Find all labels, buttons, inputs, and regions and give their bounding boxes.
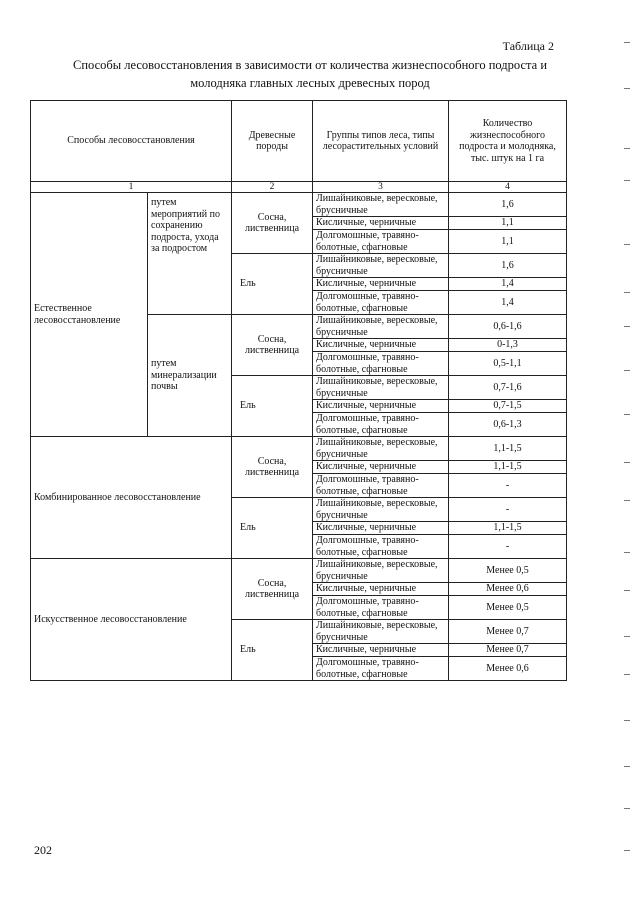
value-cell: 0,7-1,5 bbox=[449, 400, 567, 413]
scan-mark bbox=[624, 180, 630, 181]
header-forest: Группы типов леса, типы лесорастительных условий bbox=[313, 101, 449, 182]
species-spruce: Ель bbox=[232, 620, 313, 681]
value-cell: Менее 0,6 bbox=[449, 583, 567, 596]
value-cell: 1,1-1,5 bbox=[449, 461, 567, 474]
forest-type-lichen: Лишайниковые, вересковые, брусничные bbox=[313, 559, 449, 583]
forest-type-lichen: Лишайниковые, вересковые, брусничные bbox=[313, 254, 449, 278]
value-cell: 1,4 bbox=[449, 278, 567, 291]
scan-mark bbox=[624, 88, 630, 89]
method-combined: Комбинированное лесовосстановление bbox=[31, 437, 232, 559]
scan-mark bbox=[624, 326, 630, 327]
forest-type-oxalis: Кисличные, черничные bbox=[313, 339, 449, 352]
table-row bbox=[31, 559, 567, 583]
scan-mark bbox=[624, 808, 630, 809]
scan-mark bbox=[624, 500, 630, 501]
species-pine-larch: Сосна, лиственница bbox=[232, 559, 313, 620]
species-pine-larch: Сосна, лиственница bbox=[232, 437, 313, 498]
forest-type-oxalis: Кисличные, черничные bbox=[313, 461, 449, 474]
table-caption bbox=[38, 56, 582, 92]
value-cell: 0,6-1,6 bbox=[449, 315, 567, 339]
forest-type-lichen: Лишайниковые, вересковые, брусничные bbox=[313, 193, 449, 217]
value-cell: Менее 0,7 bbox=[449, 620, 567, 644]
value-cell: Менее 0,6 bbox=[449, 657, 567, 681]
species-spruce: Ель bbox=[232, 376, 313, 437]
scan-mark bbox=[624, 462, 630, 463]
forest-type-oxalis: Кисличные, черничные bbox=[313, 583, 449, 596]
table-label: Таблица 2 bbox=[502, 39, 554, 53]
submethod-mineralization: путем минерализации почвы bbox=[148, 315, 232, 437]
scan-mark bbox=[624, 766, 630, 767]
forest-type-oxalis: Кисличные, черничные bbox=[313, 278, 449, 291]
header-count: Количество жизнеспособного подроста и молодняка, тыс. штук на 1 га bbox=[449, 101, 567, 182]
forest-type-oxalis: Кисличные, черничные bbox=[313, 522, 449, 535]
forest-type-moss: Долгомошные, травяно-болотные, сфагновые bbox=[313, 657, 449, 681]
forest-type-lichen: Лишайниковые, вересковые, брусничные bbox=[313, 620, 449, 644]
scan-mark bbox=[624, 148, 630, 149]
method-natural: Естественное лесовосстановление bbox=[31, 193, 148, 437]
scan-mark bbox=[624, 674, 630, 675]
forest-type-moss: Долгомошные, травяно-болотные, сфагновые bbox=[313, 474, 449, 498]
scan-mark bbox=[624, 370, 630, 371]
forest-type-lichen: Лишайниковые, вересковые, брусничные bbox=[313, 498, 449, 522]
value-cell: 0-1,3 bbox=[449, 339, 567, 352]
scan-mark bbox=[624, 720, 630, 721]
value-cell: 1,1 bbox=[449, 217, 567, 230]
forest-type-moss: Долгомошные, травяно-болотные, сфагновые bbox=[313, 596, 449, 620]
value-cell: 0,5-1,1 bbox=[449, 352, 567, 376]
forest-type-oxalis: Кисличные, черничные bbox=[313, 400, 449, 413]
submethod-preservation: путем мероприятий по сохранению подроста, ухода за подростом bbox=[148, 193, 232, 315]
scan-mark bbox=[624, 590, 630, 591]
species-pine-larch: Сосна, лиственница bbox=[232, 315, 313, 376]
scan-mark bbox=[624, 414, 630, 415]
method-artificial: Искусственное лесовосстановление bbox=[31, 559, 232, 681]
value-cell: 1,1-1,5 bbox=[449, 437, 567, 461]
species-spruce: Ель bbox=[232, 254, 313, 315]
header-method: Способы лесовосстановления bbox=[31, 101, 232, 182]
forest-type-lichen: Лишайниковые, вересковые, брусничные bbox=[313, 437, 449, 461]
value-cell: Менее 0,7 bbox=[449, 644, 567, 657]
column-number: 4 bbox=[449, 182, 567, 193]
caption-line-1: Способы лесовосстановления в зависимости от количества жизнеспособного подроста и bbox=[72, 58, 548, 72]
table-header-row bbox=[31, 101, 567, 182]
forest-type-oxalis: Кисличные, черничные bbox=[313, 217, 449, 230]
value-cell: Менее 0,5 bbox=[449, 596, 567, 620]
page-number: 202 bbox=[34, 843, 52, 857]
scan-mark bbox=[624, 244, 630, 245]
value-cell: - bbox=[449, 535, 567, 559]
value-cell: 1,1-1,5 bbox=[449, 522, 567, 535]
value-cell: 1,6 bbox=[449, 254, 567, 278]
species-spruce: Ель bbox=[232, 498, 313, 559]
column-number: 1 bbox=[31, 182, 232, 193]
value-cell: 0,6-1,3 bbox=[449, 413, 567, 437]
scan-mark bbox=[624, 552, 630, 553]
forest-type-moss: Долгомошные, травяно-болотные, сфагновые bbox=[313, 535, 449, 559]
column-number: 3 bbox=[313, 182, 449, 193]
scan-mark bbox=[624, 850, 630, 851]
species-pine-larch: Сосна, лиственница bbox=[232, 193, 313, 254]
value-cell: 1,6 bbox=[449, 193, 567, 217]
forest-type-moss: Долгомошные, травяно-болотные, сфагновые bbox=[313, 413, 449, 437]
table-row bbox=[31, 437, 567, 461]
forest-type-oxalis: Кисличные, черничные bbox=[313, 644, 449, 657]
column-number-row bbox=[31, 182, 567, 193]
value-cell: 1,1 bbox=[449, 230, 567, 254]
table-row bbox=[31, 193, 567, 217]
scan-edge-marks bbox=[622, 30, 630, 880]
column-number: 2 bbox=[232, 182, 313, 193]
reforestation-table bbox=[30, 100, 567, 681]
forest-type-lichen: Лишайниковые, вересковые, брусничные bbox=[313, 376, 449, 400]
forest-type-moss: Долгомошные, травяно-болотные, сфагновые bbox=[313, 352, 449, 376]
caption-line-2: молодняка главных лесных древесных пород bbox=[190, 76, 430, 90]
value-cell: Менее 0,5 bbox=[449, 559, 567, 583]
value-cell: 1,4 bbox=[449, 291, 567, 315]
forest-type-moss: Долгомошные, травяно-болотные, сфагновые bbox=[313, 291, 449, 315]
value-cell: - bbox=[449, 498, 567, 522]
scan-mark bbox=[624, 636, 630, 637]
forest-type-moss: Долгомошные, травяно-болотные, сфагновые bbox=[313, 230, 449, 254]
forest-type-lichen: Лишайниковые, вересковые, брусничные bbox=[313, 315, 449, 339]
header-species: Древесные породы bbox=[232, 101, 313, 182]
scan-mark bbox=[624, 292, 630, 293]
value-cell: - bbox=[449, 474, 567, 498]
value-cell: 0,7-1,6 bbox=[449, 376, 567, 400]
scan-mark bbox=[624, 42, 630, 43]
